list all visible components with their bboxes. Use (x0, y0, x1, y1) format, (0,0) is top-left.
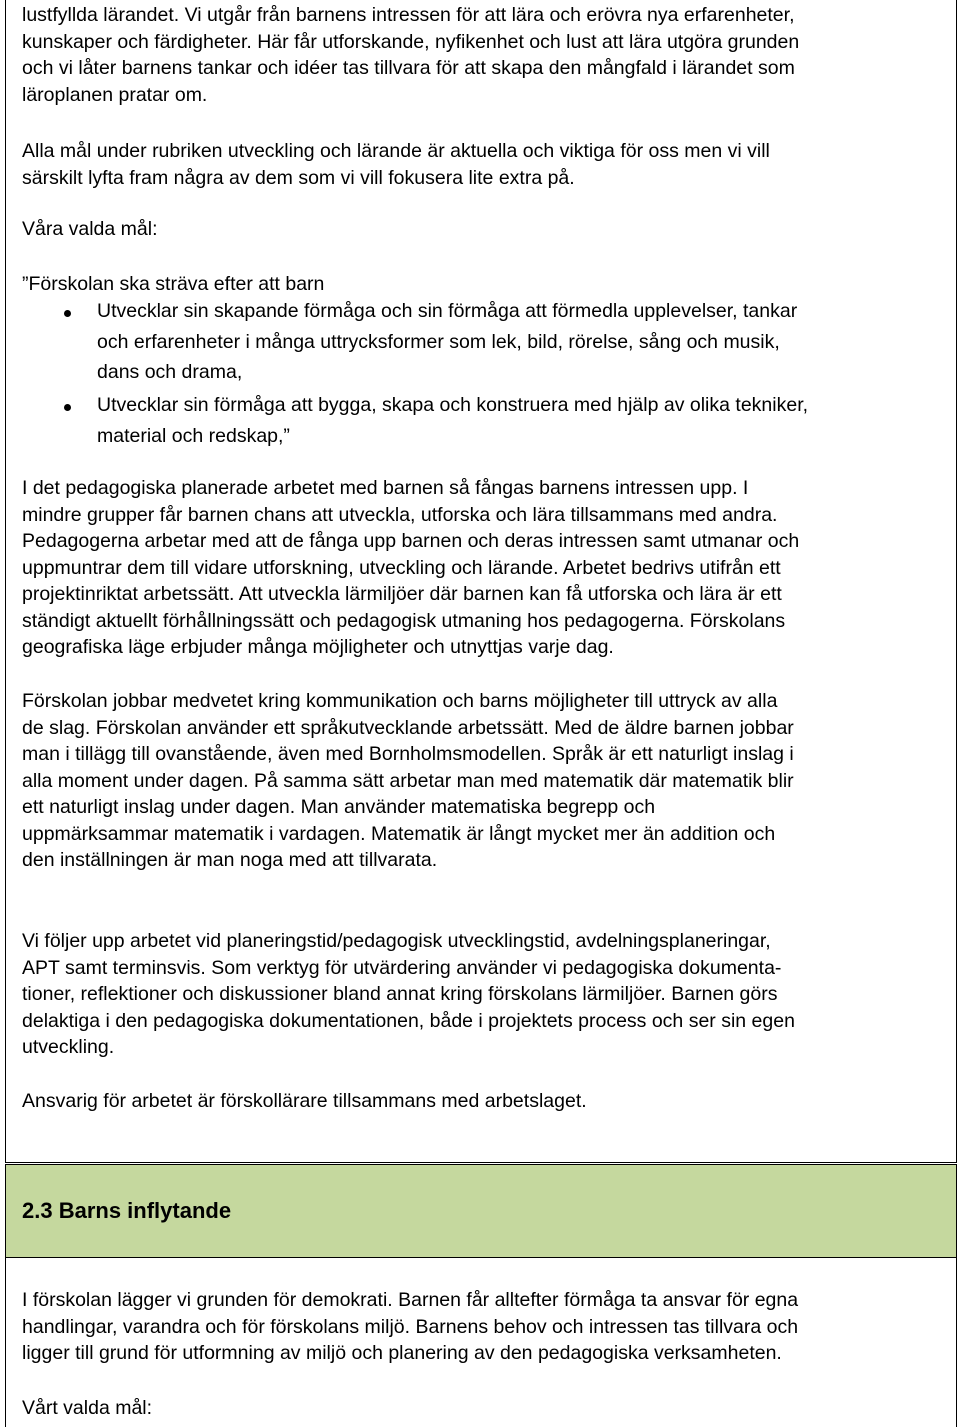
paragraph-responsibility: Ansvarig för arbetet är förskollärare tillsammans med arbetslaget. (22, 1090, 587, 1112)
text-line: uppmuntrar dem till vidare utforskning, utveckling och lärande. Arbetet bedrivs utifrån ett (22, 556, 781, 579)
text-line: uppmärksammar matematik i vardagen. Matematik är långt mycket mer än addition och (22, 822, 776, 845)
text-line: Alla mål under rubriken utveckling och lärande är aktuella och viktiga för oss men vi vill (22, 140, 770, 162)
text-line: och vi låter barnens tankar och idéer tas tillvara för att skapa den mångfald i lärandet som (22, 57, 795, 79)
text-line: handlingar, varandra och för förskolans miljö. Barnens behov och intressen tas tillvara och (22, 1315, 799, 1338)
text-line: delaktiga i den pedagogiska dokumentationen, både i projektets process och ser sin egen (22, 1009, 795, 1032)
text-line: alla moment under dagen. På samma sätt arbetar man med matematik där matematik blir (22, 769, 794, 792)
text-line: I det pedagogiska planerade arbetet med barnen så fångas barnens intressen upp. I (22, 477, 749, 499)
text-line: ständigt aktuellt förhållningssätt och pedagogisk utmaning hos pedagogerna. Förskolans (22, 609, 786, 632)
paragraph-communication (22, 688, 952, 874)
text-line: mindre grupper får barnen chans att utveckla, utforska och lära tillsammans med andra. (22, 503, 778, 526)
text-line: ligger till grund för utformning av miljö och planering av den pedagogiska verksamheten. (22, 1342, 782, 1364)
text-line: lustfyllda lärandet. Vi utgår från barnens intressen för att lära och erövra nya erfarenheter, (22, 4, 795, 26)
text-line: Vi följer upp arbetet vid planeringstid/pedagogisk utvecklingstid, avdelningsplaneringar, (22, 930, 771, 952)
text-line: Förskolan jobbar medvetet kring kommunikation och barns möjligheter till uttryck av alla (22, 690, 778, 712)
text-line: den inställningen är man noga med att tillvarata. (22, 849, 438, 871)
bullet-dot-icon (64, 310, 71, 317)
text-line: särskilt lyfta fram några av dem som vi vill fokusera lite extra på. (22, 166, 575, 189)
text-line: tioner, reflektioner och diskussioner bland annat kring förskolans lärmiljöer. Barnen görs (22, 983, 778, 1005)
text-line: Utvecklar sin förmåga att bygga, skapa och konstruera med hjälp av olika tekniker, (97, 394, 809, 416)
text-line: Utvecklar sin skapande förmåga och sin förmåga att förmedla upplevelser, tankar (97, 300, 798, 322)
bullet-dot-icon (64, 404, 71, 411)
text-line: dans och drama, (97, 361, 243, 383)
text-line: utveckling. (22, 1036, 115, 1058)
content-section-top (5, 0, 957, 1163)
goals-label: Våra valda mål: (22, 218, 158, 240)
paragraph-follow-up (22, 928, 952, 1061)
text-line: projektinriktat arbetssätt. Att utveckla lärmiljöer där barnen kan få utforska och lära är ett (22, 583, 782, 605)
goal-bullet-1 (97, 298, 957, 386)
text-line: APT samt terminsvis. Som verktyg för utvärdering använder vi pedagogiska dokumenta- (22, 956, 782, 979)
section-heading: 2.3 Barns inflytande (22, 1198, 232, 1223)
text-line: de slag. Förskolan använder ett språkutvecklande arbetssätt. Med de äldre barnen jobbar (22, 716, 794, 739)
paragraph-pedagogical-work (22, 475, 952, 661)
text-line: och erfarenheter i många uttrycksformer som lek, bild, rörelse, sång och musik, (97, 330, 780, 353)
goal-bullet-2 (97, 392, 957, 449)
text-line: material och redskap,” (97, 424, 290, 447)
text-line: man i tillägg till ovanstående, även med Bornholmsmodellen. Språk är ett naturligt inslag i (22, 743, 794, 765)
paragraph-goals-intro (22, 138, 952, 191)
content-section-bottom (5, 1257, 957, 1427)
text-line: kunskaper och färdigheter. Här får utforskande, nyfikenhet och lust att lära utgöra grunden (22, 30, 800, 53)
text-line: läroplanen pratar om. (22, 83, 208, 106)
text-line: geografiska läge erbjuder många möjligheter och utnyttjas varje dag. (22, 636, 614, 658)
goals-quote-intro: ”Förskolan ska sträva efter att barn (22, 273, 325, 295)
section-heading-box (5, 1164, 957, 1258)
goal-label-bottom: Vårt valda mål: (22, 1397, 153, 1419)
paragraph-intro (22, 2, 952, 108)
paragraph-democracy (22, 1287, 952, 1367)
text-line: ett naturligt inslag under dagen. Man använder matematiska begrepp och (22, 796, 656, 818)
text-line: Pedagogerna arbetar med att de fånga upp barnen och deras intressen samt utmanar och (22, 530, 800, 552)
text-line: I förskolan lägger vi grunden för demokrati. Barnen får alltefter förmåga ta ansvar för egna (22, 1289, 799, 1311)
